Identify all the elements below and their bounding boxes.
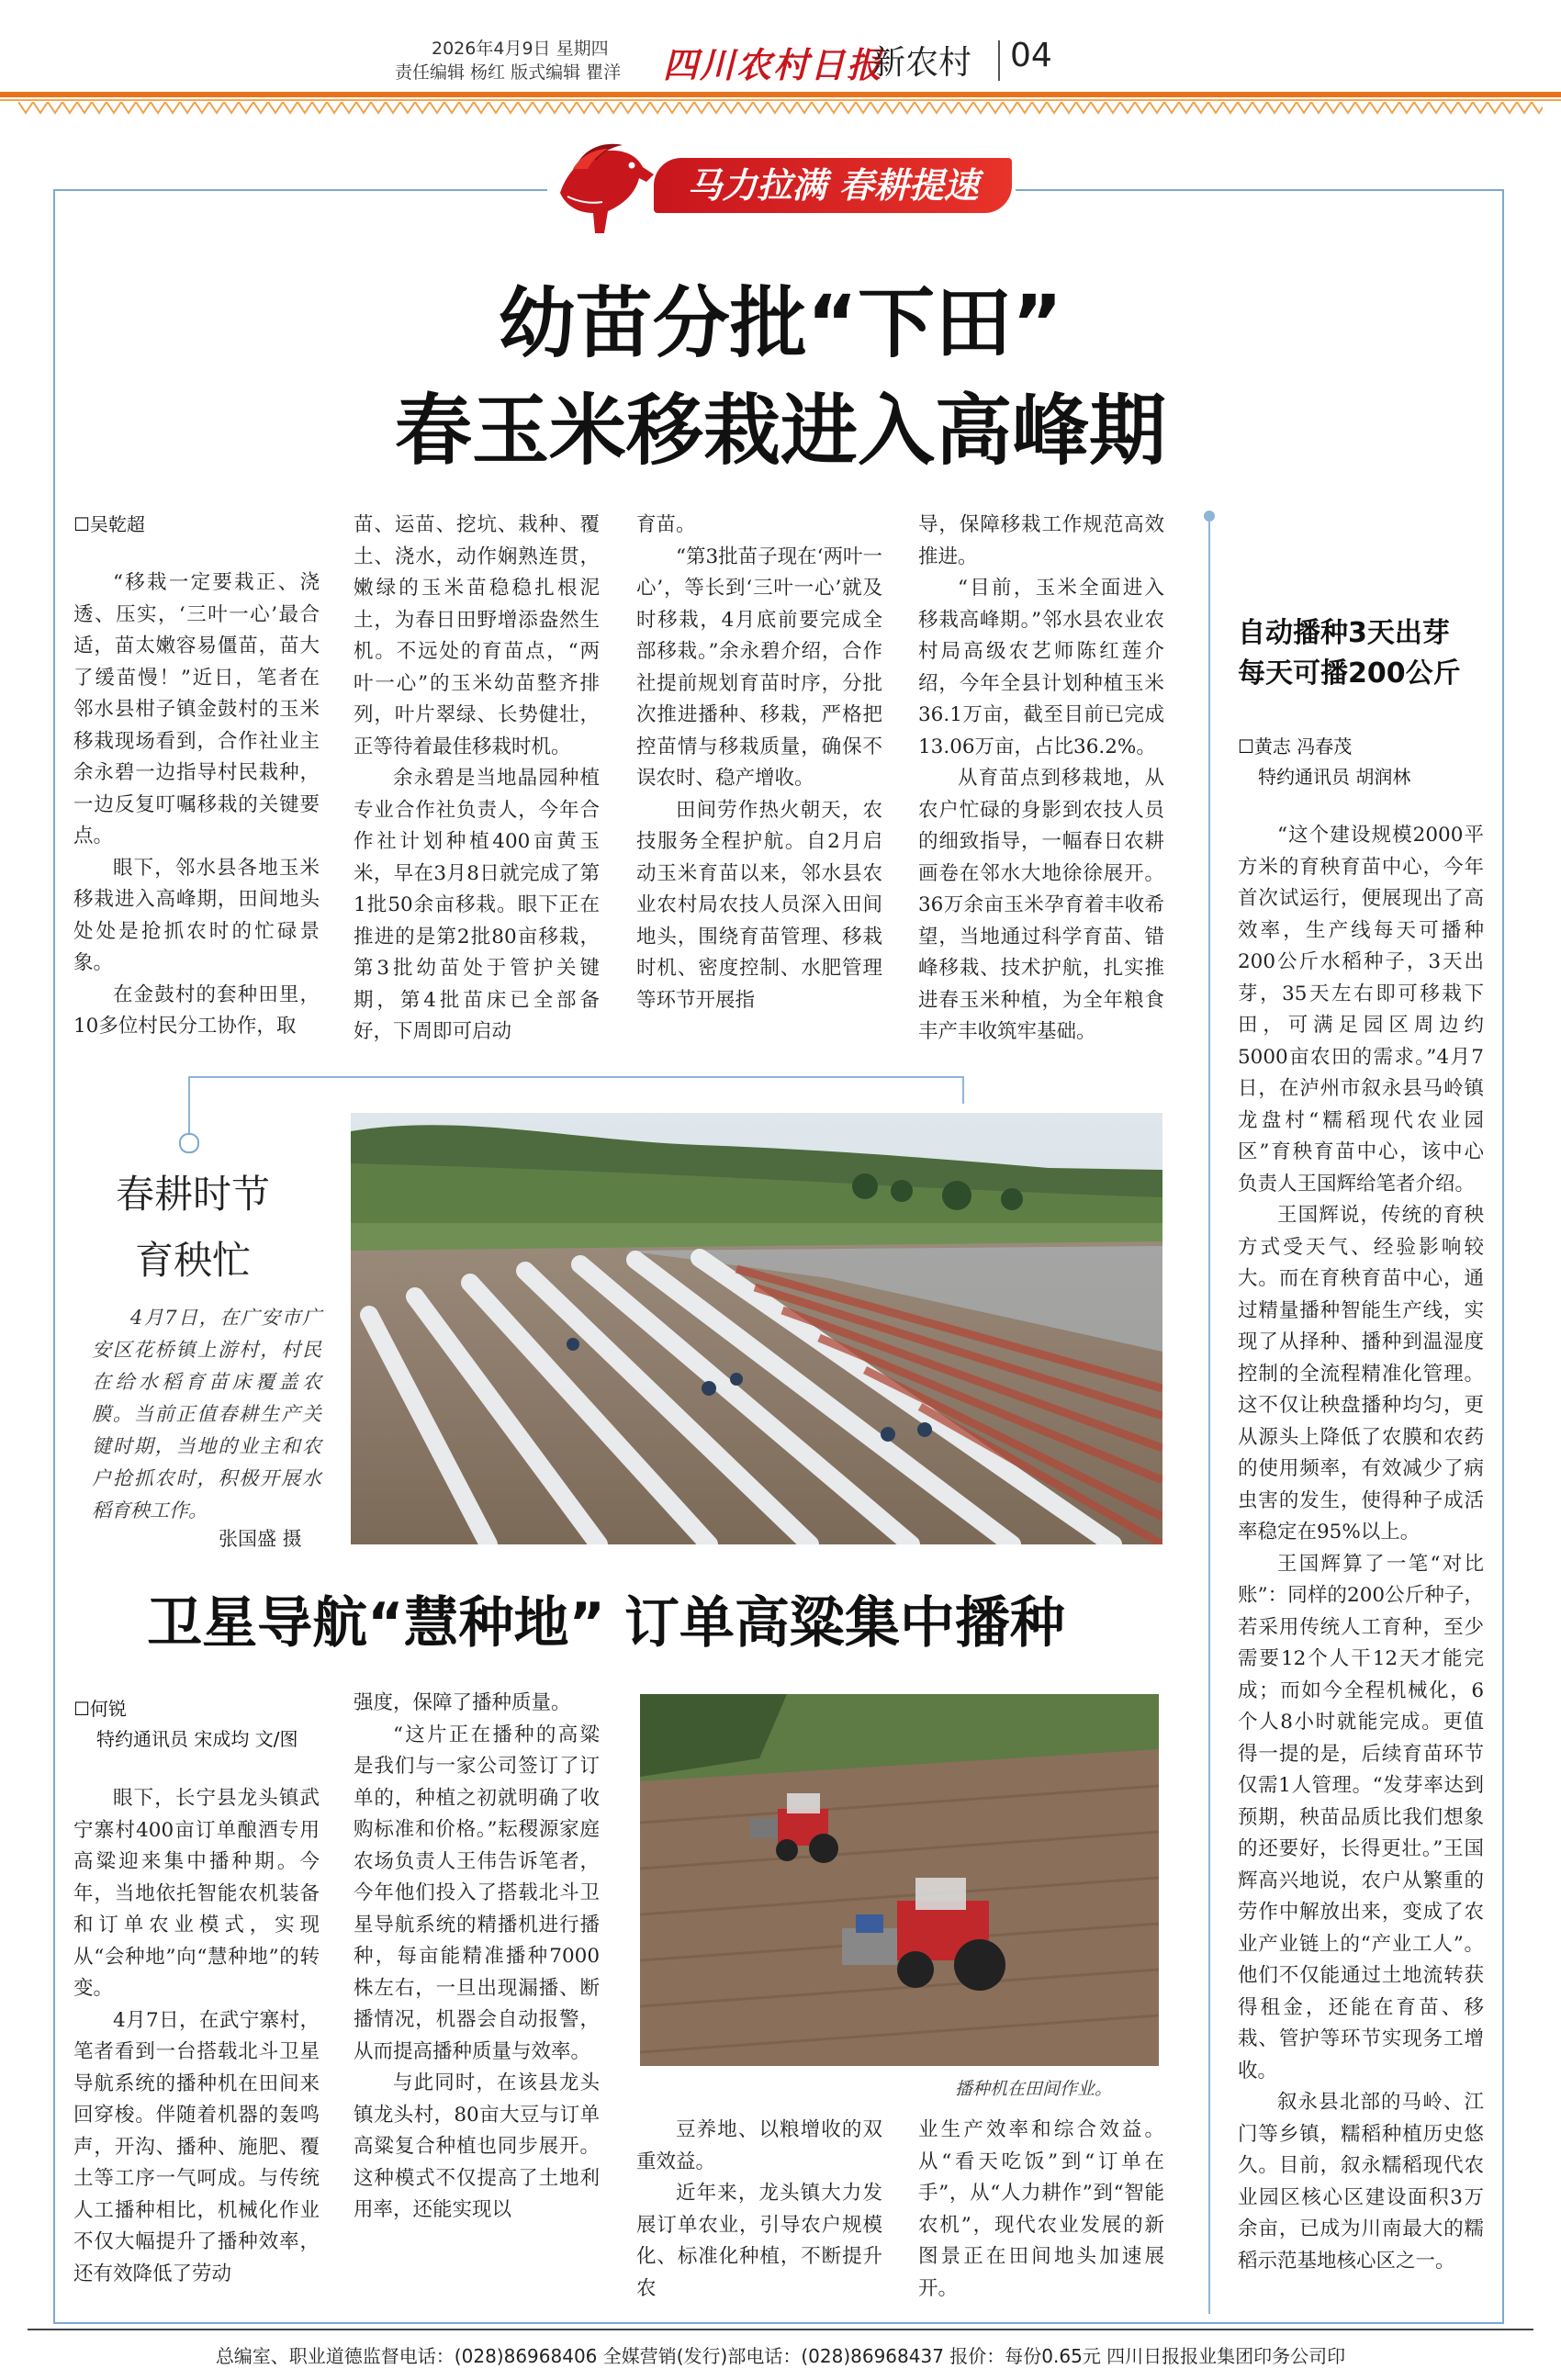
- paragraph: 叙永县北部的马岭、江门等乡镇，糯稻种植历史悠久。目前，叙永糯稻现代农业园区核心区建设面积3万余亩，已成为川南最大的糯稻示范基地核心区之一。: [1238, 2091, 1484, 2273]
- sidebar-body: [1238, 820, 1484, 2277]
- photo-feature-title-line1: 春耕时节: [115, 1172, 270, 1217]
- article1-column-3: [636, 510, 882, 1016]
- photo-feature-rule-right: [962, 1076, 964, 1104]
- article1-column-4: [918, 510, 1164, 1049]
- article2-byline-2: 特约通讯员 宋成均 文/图: [96, 1728, 298, 1750]
- paragraph: 育苗。: [636, 513, 696, 536]
- horse-icon: [551, 138, 661, 239]
- photo-credit: 张国盛 摄: [219, 1528, 302, 1550]
- sidebar-divider: [1208, 514, 1210, 2314]
- paragraph: 田间劳作热火朝天，农技服务全程护航。自2月启动玉米育苗以来，邻水县农业农村局农技人员深入田间地头，围绕育苗管理、移栽时机、密度控制、水肥管理等环节开展指: [636, 798, 882, 1012]
- paragraph: “这个建设规模2000平方米的育秧育苗中心，今年首次试运行，便展现出了高效率，生产线每天可播种200公斤水稻种子，3天出芽，35天左右即可移栽下田，可满足园区周边约5000亩农田的需求。”4月7日，在泸州市叙永县马岭镇龙盘村“糯稻现代农业园区”育秧育苗中心，该中心负责人王国辉给笔者介绍。: [1238, 824, 1484, 1196]
- article2-column-3: [636, 2115, 882, 2305]
- paragraph: 在金鼓村的套种田里，10多位村民分工协作，取: [73, 982, 320, 1038]
- paragraph: “第3批苗子现在‘两叶一心’，等长到‘三叶一心’就及时移栽，4月底前要完成全部移栽。”余永碧介绍，合作社提前规划育苗时序，分批次推进播种、移栽，严格把控苗情与移栽质量，确保不误农时、稳产增收。: [636, 544, 883, 790]
- paragraph: 强度，保障了播种质量。: [354, 1691, 571, 1714]
- decorative-border: [18, 102, 1543, 115]
- sidebar-title: [1238, 613, 1495, 694]
- sidebar-byline-2: 特约通讯员 胡润林: [1258, 766, 1411, 788]
- paragraph: “移栽一定要栽正、浇透、压实，‘三叶一心’最合适，苗太嫩容易僵苗，苗大了缓苗慢！”近日，笔者在邻水县柑子镇金鼓村的玉米移栽现场看到，合作社业主余永碧一边指导村民栽种，一边反复叮嘱移栽的关键要点。: [73, 571, 320, 848]
- sidebar-byline: ☐黄志 冯春茂: [1238, 735, 1353, 758]
- masthead-divider: [998, 40, 1000, 81]
- paragraph: 苗、运苗、挖坑、栽种、覆土、浇水，动作娴熟连贯，嫩绿的玉米苗稳稳扎根泥土，为春日田野增添盎然生机。不远处的育苗点，“两叶一心”的玉米幼苗整齐排列，叶片翠绿、长势健壮，正等待着最佳移栽时机。: [354, 513, 600, 758]
- tractor-photo-caption: 播种机在田间作业。: [955, 2079, 1113, 2099]
- article-title-line1: 幼苗分批“下田”: [498, 278, 1063, 368]
- sidebar-title-line2: 每天可播200公斤: [1238, 657, 1461, 690]
- paragraph: 业生产效率和综合效益。从“看天吃饭”到“订单在手”，从“人力耕作”到“智能农机”，现代农业发展的新图景正在田间地头加速展开。: [918, 2118, 1164, 2300]
- footer-info: 总编室、职业道德监督电话：(028)86968406 全媒营销(发行)部电话：(028)86968437 报价：每份0.65元 四川日报报业集团印务公司印: [215, 2345, 1346, 2367]
- paragraph: “这片正在播种的高粱是我们与一家公司签订了订单的，种植之初就明确了收购标准和价格。”耘稷源家庭农场负责人王伟告诉笔者，今年他们投入了搭载北斗卫星导航系统的精播机进行播种，每亩能精准播种7000株左右，一旦出现漏播、断播情况，机器会自动报警，从而提高播种质量与效率。: [354, 1723, 600, 2063]
- photo-feature-caption: 4月7日，在广安市广安区花桥镇上游村，村民在给水稻育苗床覆盖农膜。当前正值春耕生产关键时期，当地的业主和农户抢抓农时，积极开展水稻育秧工作。: [92, 1307, 321, 1521]
- page-number: 04: [1010, 37, 1052, 74]
- paragraph: 近年来，龙头镇大力发展订单农业，引导农户规模化、标准化种植，不断提升农: [636, 2182, 882, 2300]
- paragraph: 余永碧是当地晶园种植专业合作社负责人，今年合作社计划种植400亩黄玉米，早在3月8日就完成了第1批50余亩移栽。眼下正在推进的是第2批80亩移栽，第3批幼苗处于管护关键期，第4批苗床已全部备好，下周即可启动: [354, 767, 600, 1043]
- photo-feature-title-line2: 育秧忙: [134, 1238, 251, 1283]
- paragraph: 导，保障移栽工作规范高效推进。: [918, 513, 1164, 568]
- photo-feature-dot: [179, 1133, 199, 1153]
- sidebar-title-line1: 自动播种3天出芽: [1238, 617, 1450, 649]
- article1-column-2: [354, 510, 600, 1049]
- paragraph: “目前，玉米全面进入移栽高峰期。”邻水县农业农村局高级农艺师陈红莲介绍，今年全县计划种植玉米36.1万亩，截至目前已完成13.06万亩，占比36.2%。: [918, 577, 1164, 758]
- divider-dot: [1204, 511, 1215, 522]
- paragraph: 与此同时，在该县龙头镇龙头村，80亩大豆与订单高粱复合种植也同步展开。这种模式不仅提高了土地利用率，还能实现以: [354, 2071, 600, 2221]
- paragraph: 4月7日，在武宁寨村，笔者看到一台搭载北斗卫星导航系统的播种机在田间来回穿梭。伴随着机器的轰鸣声，开沟、播种、施肥、覆土等工序一气呵成。与传统人工播种相比，机械化作业不仅大幅提升了播种效率，还有效降低了劳动: [73, 2008, 320, 2285]
- paragraph: 眼下，长宁县龙头镇武宁寨村400亩订单酿酒专用高粱迎来集中播种期。今年，当地依托智能农机装备和订单农业模式，实现从“会种地”向“慧种地”的转变。: [73, 1787, 320, 2000]
- article-title-line2: 春玉米移栽进入高峰期: [394, 386, 1166, 476]
- paragraph: 王国辉算了一笔“对比账”：同样的200公斤种子，若采用传统人工育种，至少需要12个人干12天才能完成；而如今全程机械化，6个人8小时就能完成。更值得一提的是，后续育苗环节仅需1人管理。“发芽率达到预期，秧苗品质比我们想象的还要好，长得更壮。”王国辉高兴地说，农户从繁重的劳作中解放出来，变成了农业产业链上的“产业工人”。他们不仅能通过土地流转获得租金，还能在育苗、移栽、管护等环节实现务工增收。: [1238, 1552, 1484, 2082]
- newspaper-logo: 四川农村日报: [663, 44, 884, 85]
- column-banner: 马力拉满 春耕提速: [654, 158, 1012, 213]
- masthead-rule-thin: [0, 99, 1561, 101]
- article2-byline: ☐何锐: [73, 1698, 127, 1720]
- paragraph: 眼下，邻水县各地玉米移栽进入高峰期，田间地头处处是抢抓农时的忙碌景象。: [73, 856, 320, 974]
- rice-seedling-photo: [351, 1113, 1162, 1544]
- article2-column-2: [354, 1688, 600, 2227]
- paragraph: 豆养地、以粮增收的双重效益。: [636, 2118, 882, 2173]
- article2-title: 卫星导航“慧种地” 订单高粱集中播种: [147, 1591, 1065, 1656]
- article2-column-4: [918, 2115, 1164, 2305]
- footer-rule: [28, 2329, 1533, 2330]
- section-name: 新农村: [872, 44, 972, 82]
- tractor-photo: [640, 1694, 1159, 2066]
- article-byline: ☐吴乾超: [73, 513, 145, 535]
- photo-feature-rule-left: [188, 1076, 190, 1133]
- editor-credits: 责任编辑 杨红 版式编辑 瞿洋: [395, 62, 622, 83]
- paragraph: 王国辉说，传统的育秧方式受天气、经验影响较大。而在育秧育苗中心，通过精量播种智能生产线，实现了从择种、播种到温湿度控制的全流程精准化管理。这不仅让秧盘播种均匀，更从源头上降低了农膜和农药的使用频率，有效减少了病虫害的发生，使得种子成活率稳定在95%以上。: [1238, 1204, 1484, 1544]
- article1-column-1: [73, 567, 320, 1043]
- article2-column-1: [73, 1783, 320, 2290]
- photo-feature-rule: [188, 1076, 964, 1078]
- masthead-rule: [0, 92, 1561, 97]
- paragraph: 从育苗点到移栽地，从农户忙碌的身影到农技人员的细致指导，一幅春日农耕画卷在邻水大地徐徐展开。36万余亩玉米孕育着丰收希望，当地通过科学育苗、错峰移栽、技术护航，扎实推进春玉米种植，为全年粮食丰产丰收筑牢基础。: [918, 767, 1164, 1043]
- issue-date: 2026年4月9日 星期四: [432, 39, 609, 59]
